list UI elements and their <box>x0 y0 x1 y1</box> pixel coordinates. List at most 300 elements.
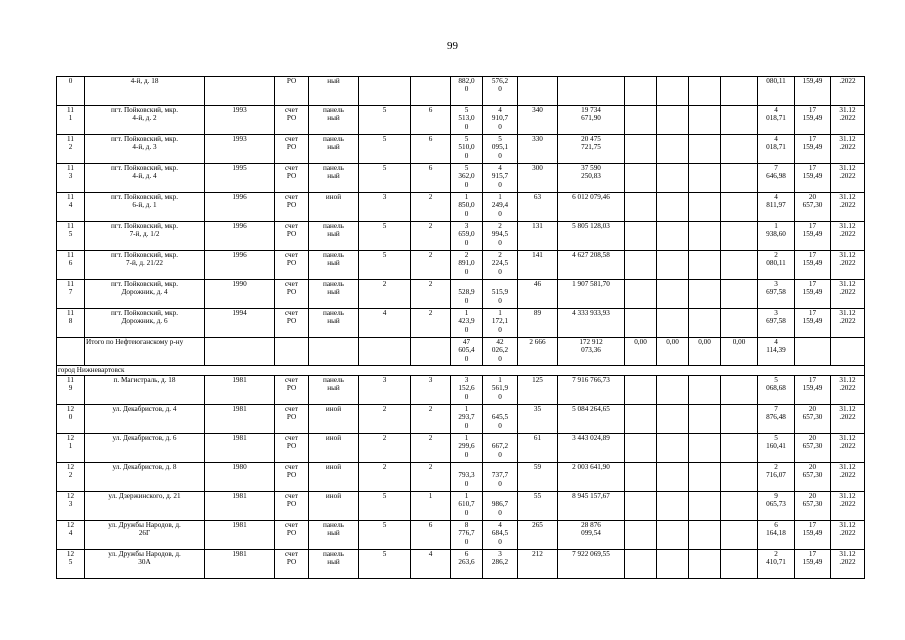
cell-cost-col-d <box>721 405 758 434</box>
cell-cost-col-c <box>689 376 721 405</box>
cell-cost: 3 443 024,89 <box>558 434 625 463</box>
table-row <box>57 550 865 579</box>
cell-deadline: 31.12 .2022 <box>831 405 865 434</box>
cell-living-area: 737,7 0 <box>483 463 518 492</box>
cell-total-area: 1 293,7 0 <box>451 405 483 434</box>
cell-entrances: 2 <box>411 405 451 434</box>
cell-wall-material: панель ный <box>309 521 359 550</box>
cell-deadline: 31.12 .2022 <box>831 193 865 222</box>
cell-max-unit-cost: 17 159,49 <box>795 309 831 338</box>
cell-wall-material: панель ный <box>309 222 359 251</box>
table-row <box>57 376 865 405</box>
cell-unit-cost: 4 018,71 <box>758 106 795 135</box>
cell-living-area: 42 026,2 0 <box>483 338 518 366</box>
cell-deadline <box>831 338 865 366</box>
cell-total-area: 5 362,0 0 <box>451 164 483 193</box>
cell-living-area: 645,5 0 <box>483 405 518 434</box>
table-row <box>57 280 865 309</box>
cell-deadline: 31.12 .2022 <box>831 376 865 405</box>
cell-floors: 5 <box>359 251 411 280</box>
cell-max-unit-cost: 17 159,49 <box>795 135 831 164</box>
cell-floors <box>359 338 411 366</box>
cell-cost-col-d <box>721 77 758 106</box>
cell-cost-col-c <box>689 434 721 463</box>
cell-residents: 89 <box>518 309 558 338</box>
cell-cost-col-c <box>689 106 721 135</box>
cell-address: пгт. Пойковский, мкр. 4-й, д. 4 <box>85 164 205 193</box>
cell-living-area: 4 910,7 0 <box>483 106 518 135</box>
cell-cost-col-b <box>657 405 689 434</box>
cell-account-type: счет РО <box>275 405 309 434</box>
cell-cost-col-c: 0,00 <box>689 338 721 366</box>
cell-deadline: 31.12 .2022 <box>831 434 865 463</box>
cell-account-type: счет РО <box>275 222 309 251</box>
cell-year: 1981 <box>205 521 275 550</box>
cell-account-type: счет РО <box>275 280 309 309</box>
cell-entrances: 3 <box>411 376 451 405</box>
cell-address: ул. Декабристов, д. 4 <box>85 405 205 434</box>
cell-deadline: 31.12 .2022 <box>831 309 865 338</box>
cell-row-number: 11 2 <box>57 135 85 164</box>
cell-deadline: 31.12 .2022 <box>831 164 865 193</box>
cell-cost: 6 012 079,46 <box>558 193 625 222</box>
cell-cost-col-b <box>657 309 689 338</box>
cell-cost-col-d <box>721 280 758 309</box>
cell-residents <box>518 77 558 106</box>
cell-cost-col-b <box>657 135 689 164</box>
cell-total-area: 47 605,4 0 <box>451 338 483 366</box>
cell-floors: 5 <box>359 222 411 251</box>
cell-unit-cost: 3 697,58 <box>758 309 795 338</box>
cell-account-type: счет РО <box>275 135 309 164</box>
cell-cost: 37 590 250,83 <box>558 164 625 193</box>
cell-address: ул. Дзержинского, д. 21 <box>85 492 205 521</box>
cell-deadline: 31.12 .2022 <box>831 135 865 164</box>
cell-floors: 4 <box>359 309 411 338</box>
cell-account-type: РО <box>275 77 309 106</box>
cell-cost-col-a <box>625 251 657 280</box>
cell-cost-col-a <box>625 376 657 405</box>
cell-unit-cost: 7 646,98 <box>758 164 795 193</box>
cell-cost-col-b <box>657 222 689 251</box>
cell-cost-col-d <box>721 222 758 251</box>
cell-residents: 61 <box>518 434 558 463</box>
cell-address: пгт. Пойковский, мкр. 4-й, д. 2 <box>85 106 205 135</box>
cell-account-type: счет РО <box>275 434 309 463</box>
cell-address: пгт. Пойковский, мкр. 4-й, д. 3 <box>85 135 205 164</box>
cell-living-area: 667,2 0 <box>483 434 518 463</box>
cell-floors: 5 <box>359 492 411 521</box>
cell-address: п. Магистраль, д. 18 <box>85 376 205 405</box>
cell-row-number: 11 5 <box>57 222 85 251</box>
cell-deadline: 31.12 .2022 <box>831 463 865 492</box>
cell-unit-cost: 2 410,71 <box>758 550 795 579</box>
cell-cost-col-d <box>721 492 758 521</box>
cell-residents: 212 <box>518 550 558 579</box>
cell-account-type <box>275 338 309 366</box>
cell-max-unit-cost: 17 159,49 <box>795 280 831 309</box>
cell-cost-col-a <box>625 77 657 106</box>
cell-address: пгт. Пойковский, мкр. 7-й, д. 21/22 <box>85 251 205 280</box>
cell-cost-col-c <box>689 521 721 550</box>
cell-year <box>205 338 275 366</box>
cell-year: 1981 <box>205 376 275 405</box>
cell-address: ул. Декабристов, д. 6 <box>85 434 205 463</box>
cell-cost: 7 916 766,73 <box>558 376 625 405</box>
cell-cost-col-a <box>625 135 657 164</box>
cell-unit-cost: 4 811,97 <box>758 193 795 222</box>
cell-row-number: 11 7 <box>57 280 85 309</box>
cell-year: 1993 <box>205 135 275 164</box>
cell-unit-cost: 2 716,07 <box>758 463 795 492</box>
cell-floors: 5 <box>359 135 411 164</box>
cell-living-area: 2 994,5 0 <box>483 222 518 251</box>
cell-address: пгт. Пойковский, мкр. Дорожник, д. 6 <box>85 309 205 338</box>
cell-account-type: счет РО <box>275 550 309 579</box>
cell-residents: 141 <box>518 251 558 280</box>
cell-total-area: 5 513,0 0 <box>451 106 483 135</box>
cell-cost-col-b <box>657 550 689 579</box>
cell-wall-material: панель ный <box>309 106 359 135</box>
cell-living-area: 3 286,2 <box>483 550 518 579</box>
cell-floors: 2 <box>359 405 411 434</box>
cell-cost-col-a <box>625 309 657 338</box>
cell-cost-col-a <box>625 550 657 579</box>
table-row <box>57 222 865 251</box>
cell-cost-col-b <box>657 521 689 550</box>
cell-address: пгт. Пойковский, мкр. 7-й, д. 1/2 <box>85 222 205 251</box>
cell-deadline: 31.12 .2022 <box>831 550 865 579</box>
cell-entrances <box>411 338 451 366</box>
cell-deadline: 31.12 .2022 <box>831 492 865 521</box>
cell-residents: 2 666 <box>518 338 558 366</box>
cell-address: 4-й, д. 18 <box>85 77 205 106</box>
cell-max-unit-cost: 20 657,30 <box>795 405 831 434</box>
cell-unit-cost: 1 938,60 <box>758 222 795 251</box>
cell-cost: 1 907 581,70 <box>558 280 625 309</box>
cell-max-unit-cost: 159,49 <box>795 77 831 106</box>
cell-total-area: 8 776,7 0 <box>451 521 483 550</box>
cell-entrances: 6 <box>411 521 451 550</box>
cell-year: 1981 <box>205 492 275 521</box>
cell-entrances: 2 <box>411 280 451 309</box>
cell-living-area: 4 915,7 0 <box>483 164 518 193</box>
table-row <box>57 77 865 106</box>
cell-cost-col-d <box>721 376 758 405</box>
cell-residents: 131 <box>518 222 558 251</box>
cell-row-number: 11 6 <box>57 251 85 280</box>
cell-year: 1993 <box>205 106 275 135</box>
cell-account-type: счет РО <box>275 376 309 405</box>
table-row <box>57 106 865 135</box>
cell-max-unit-cost: 20 657,30 <box>795 434 831 463</box>
cell-unit-cost: 3 697,58 <box>758 280 795 309</box>
cell-entrances <box>411 77 451 106</box>
cell-cost-col-d: 0,00 <box>721 338 758 366</box>
cell-cost-col-d <box>721 550 758 579</box>
cell-cost-col-c <box>689 492 721 521</box>
cell-floors: 2 <box>359 280 411 309</box>
cell-wall-material: панель ный <box>309 135 359 164</box>
cell-living-area: 515,9 0 <box>483 280 518 309</box>
cell-cost-col-a <box>625 280 657 309</box>
table-row <box>57 164 865 193</box>
cell-cost-col-d <box>721 106 758 135</box>
cell-entrances: 2 <box>411 463 451 492</box>
cell-cost-col-c <box>689 193 721 222</box>
cell-cost-col-d <box>721 164 758 193</box>
cell-cost-col-d <box>721 135 758 164</box>
cell-row-number: 11 4 <box>57 193 85 222</box>
cell-max-unit-cost: 17 159,49 <box>795 251 831 280</box>
cell-cost: 5 084 264,65 <box>558 405 625 434</box>
cell-cost-col-a <box>625 434 657 463</box>
cell-unit-cost: 080,11 <box>758 77 795 106</box>
cell-address: ул. Декабристов, д. 8 <box>85 463 205 492</box>
cell-account-type: счет РО <box>275 309 309 338</box>
table-row <box>57 135 865 164</box>
cell-living-area: 4 684,5 0 <box>483 521 518 550</box>
cell-cost-col-c <box>689 164 721 193</box>
cell-max-unit-cost: 17 159,49 <box>795 106 831 135</box>
cell-row-number: 12 0 <box>57 405 85 434</box>
cell-living-area: 1 249,4 0 <box>483 193 518 222</box>
cell-floors: 3 <box>359 193 411 222</box>
cell-total-area: 882,0 0 <box>451 77 483 106</box>
cell-total-area: 1 299,6 0 <box>451 434 483 463</box>
cell-cost-col-b <box>657 492 689 521</box>
cell-year: 1996 <box>205 251 275 280</box>
cell-entrances: 2 <box>411 251 451 280</box>
cell-residents: 55 <box>518 492 558 521</box>
cell-cost-col-a <box>625 106 657 135</box>
cell-wall-material <box>309 338 359 366</box>
cell-total-area: 793,3 0 <box>451 463 483 492</box>
table-row <box>57 463 865 492</box>
cell-cost-col-a <box>625 405 657 434</box>
cell-row-number <box>57 338 85 366</box>
cell-wall-material: панель ный <box>309 251 359 280</box>
table-row <box>57 492 865 521</box>
register-table-body <box>57 77 865 579</box>
register-table <box>56 76 865 579</box>
cell-cost-col-a <box>625 521 657 550</box>
cell-cost-col-d <box>721 463 758 492</box>
cell-wall-material: иной <box>309 492 359 521</box>
cell-living-area: 5 095,1 0 <box>483 135 518 164</box>
cell-residents: 340 <box>518 106 558 135</box>
cell-row-number: 11 9 <box>57 376 85 405</box>
cell-year: 1990 <box>205 280 275 309</box>
cell-row-number: 12 2 <box>57 463 85 492</box>
cell-residents: 46 <box>518 280 558 309</box>
cell-cost-col-c <box>689 463 721 492</box>
cell-cost-col-c <box>689 77 721 106</box>
cell-year: 1981 <box>205 434 275 463</box>
cell-max-unit-cost: 17 159,49 <box>795 164 831 193</box>
cell-cost-col-b <box>657 77 689 106</box>
cell-entrances: 2 <box>411 434 451 463</box>
cell-unit-cost: 4 018,71 <box>758 135 795 164</box>
cell-floors <box>359 77 411 106</box>
cell-residents: 35 <box>518 405 558 434</box>
cell-entrances: 6 <box>411 135 451 164</box>
cell-max-unit-cost: 20 657,30 <box>795 492 831 521</box>
cell-wall-material: панель ный <box>309 164 359 193</box>
cell-residents: 125 <box>518 376 558 405</box>
cell-wall-material: панель ный <box>309 309 359 338</box>
cell-living-area: 986,7 0 <box>483 492 518 521</box>
cell-cost-col-b <box>657 280 689 309</box>
cell-total-area: 6 263,6 <box>451 550 483 579</box>
cell-entrances: 2 <box>411 193 451 222</box>
cell-cost-col-d <box>721 521 758 550</box>
cell-year: 1980 <box>205 463 275 492</box>
cell-wall-material: иной <box>309 405 359 434</box>
cell-cost: 4 627 208,58 <box>558 251 625 280</box>
cell-cost-col-a: 0,00 <box>625 338 657 366</box>
cell-unit-cost: 9 065,73 <box>758 492 795 521</box>
cell-living-area: 2 224,5 0 <box>483 251 518 280</box>
cell-total-area: 1 423,9 0 <box>451 309 483 338</box>
cell-cost-col-a <box>625 492 657 521</box>
cell-cost-col-b <box>657 251 689 280</box>
cell-cost: 28 876 099,54 <box>558 521 625 550</box>
cell-entrances: 2 <box>411 309 451 338</box>
cell-total-area: 528,9 0 <box>451 280 483 309</box>
cell-deadline: .2022 <box>831 77 865 106</box>
cell-cost-col-a <box>625 463 657 492</box>
cell-cost-col-d <box>721 434 758 463</box>
cell-row-number: 12 1 <box>57 434 85 463</box>
cell-account-type: счет РО <box>275 251 309 280</box>
cell-address: пгт. Пойковский, мкр. 6-й, д. 1 <box>85 193 205 222</box>
cell-total-area: 1 610,7 0 <box>451 492 483 521</box>
cell-residents: 59 <box>518 463 558 492</box>
cell-unit-cost: 5 068,68 <box>758 376 795 405</box>
cell-total-area: 1 850,0 0 <box>451 193 483 222</box>
cell-account-type: счет РО <box>275 193 309 222</box>
table-row <box>57 251 865 280</box>
cell-living-area: 1 561,9 0 <box>483 376 518 405</box>
table-row <box>57 309 865 338</box>
cell-wall-material: ный <box>309 77 359 106</box>
cell-entrances: 2 <box>411 222 451 251</box>
cell-cost: 19 734 671,90 <box>558 106 625 135</box>
cell-year: 1994 <box>205 309 275 338</box>
cell-cost-col-c <box>689 550 721 579</box>
cell-cost: 8 945 157,67 <box>558 492 625 521</box>
cell-row-number: 12 5 <box>57 550 85 579</box>
cell-cost-col-b <box>657 164 689 193</box>
cell-cost-col-d <box>721 193 758 222</box>
cell-address: пгт. Пойковский, мкр. Дорожник, д. 4 <box>85 280 205 309</box>
cell-residents: 63 <box>518 193 558 222</box>
table-row <box>57 405 865 434</box>
cell-cost-col-c <box>689 251 721 280</box>
page-number: 99 <box>447 40 458 52</box>
cell-total-area: 2 891,0 0 <box>451 251 483 280</box>
cell-row-number: 12 4 <box>57 521 85 550</box>
cell-deadline: 31.12 .2022 <box>831 521 865 550</box>
cell-unit-cost: 4 114,39 <box>758 338 795 366</box>
cell-row-number: 0 <box>57 77 85 106</box>
cell-max-unit-cost: 20 657,30 <box>795 463 831 492</box>
cell-year: 1996 <box>205 193 275 222</box>
cell-row-number: 11 8 <box>57 309 85 338</box>
cell-wall-material: панель ный <box>309 550 359 579</box>
cell-floors: 5 <box>359 521 411 550</box>
cell-living-area: 576,2 0 <box>483 77 518 106</box>
cell-unit-cost: 6 164,18 <box>758 521 795 550</box>
cell-residents: 265 <box>518 521 558 550</box>
cell-deadline: 31.12 .2022 <box>831 106 865 135</box>
cell-unit-cost: 7 876,48 <box>758 405 795 434</box>
cell-floors: 5 <box>359 550 411 579</box>
cell-year <box>205 77 275 106</box>
cell-wall-material: иной <box>309 463 359 492</box>
cell-cost: 5 805 128,03 <box>558 222 625 251</box>
cell-unit-cost: 5 160,41 <box>758 434 795 463</box>
cell-wall-material: панель ный <box>309 280 359 309</box>
cell-max-unit-cost: 20 657,30 <box>795 193 831 222</box>
cell-cost-col-a <box>625 164 657 193</box>
cell-floors: 3 <box>359 376 411 405</box>
cell-deadline: 31.12 .2022 <box>831 280 865 309</box>
cell-account-type: счет РО <box>275 463 309 492</box>
cell-cost <box>558 77 625 106</box>
cell-row-number: 11 1 <box>57 106 85 135</box>
cell-cost-col-b <box>657 434 689 463</box>
cell-year: 1981 <box>205 550 275 579</box>
cell-cost-col-b <box>657 106 689 135</box>
cell-entrances: 4 <box>411 550 451 579</box>
cell-row-number: 11 3 <box>57 164 85 193</box>
cell-residents: 300 <box>518 164 558 193</box>
cell-address: ул. Дружбы Народов, д. 26Г <box>85 521 205 550</box>
cell-year: 1981 <box>205 405 275 434</box>
cell-total-area: 3 659,0 0 <box>451 222 483 251</box>
cell-floors: 2 <box>359 434 411 463</box>
cell-max-unit-cost: 17 159,49 <box>795 376 831 405</box>
cell-account-type: счет РО <box>275 521 309 550</box>
cell-wall-material: иной <box>309 193 359 222</box>
cell-living-area: 1 172,1 0 <box>483 309 518 338</box>
cell-cost-col-c <box>689 222 721 251</box>
city-heading-row <box>57 366 865 376</box>
cell-year: 1995 <box>205 164 275 193</box>
cell-floors: 5 <box>359 164 411 193</box>
cell-cost-col-a <box>625 222 657 251</box>
cell-cost: 4 333 933,93 <box>558 309 625 338</box>
cell-total-area: 3 152,6 0 <box>451 376 483 405</box>
cell-entrances: 6 <box>411 106 451 135</box>
cell-address: ул. Дружбы Народов, д. 30А <box>85 550 205 579</box>
cell-cost-col-b <box>657 193 689 222</box>
cell-total-area: 5 510,0 0 <box>451 135 483 164</box>
cell-unit-cost: 2 080,11 <box>758 251 795 280</box>
total-row <box>57 338 865 366</box>
cell-account-type: счет РО <box>275 492 309 521</box>
cell-cost: 20 475 721,75 <box>558 135 625 164</box>
cell-max-unit-cost: 17 159,49 <box>795 222 831 251</box>
cell-floors: 5 <box>359 106 411 135</box>
cell-cost-col-c <box>689 280 721 309</box>
cell-cost-col-d <box>721 309 758 338</box>
cell-account-type: счет РО <box>275 164 309 193</box>
cell-cost: 172 912 073,36 <box>558 338 625 366</box>
cell-row-number: 12 3 <box>57 492 85 521</box>
